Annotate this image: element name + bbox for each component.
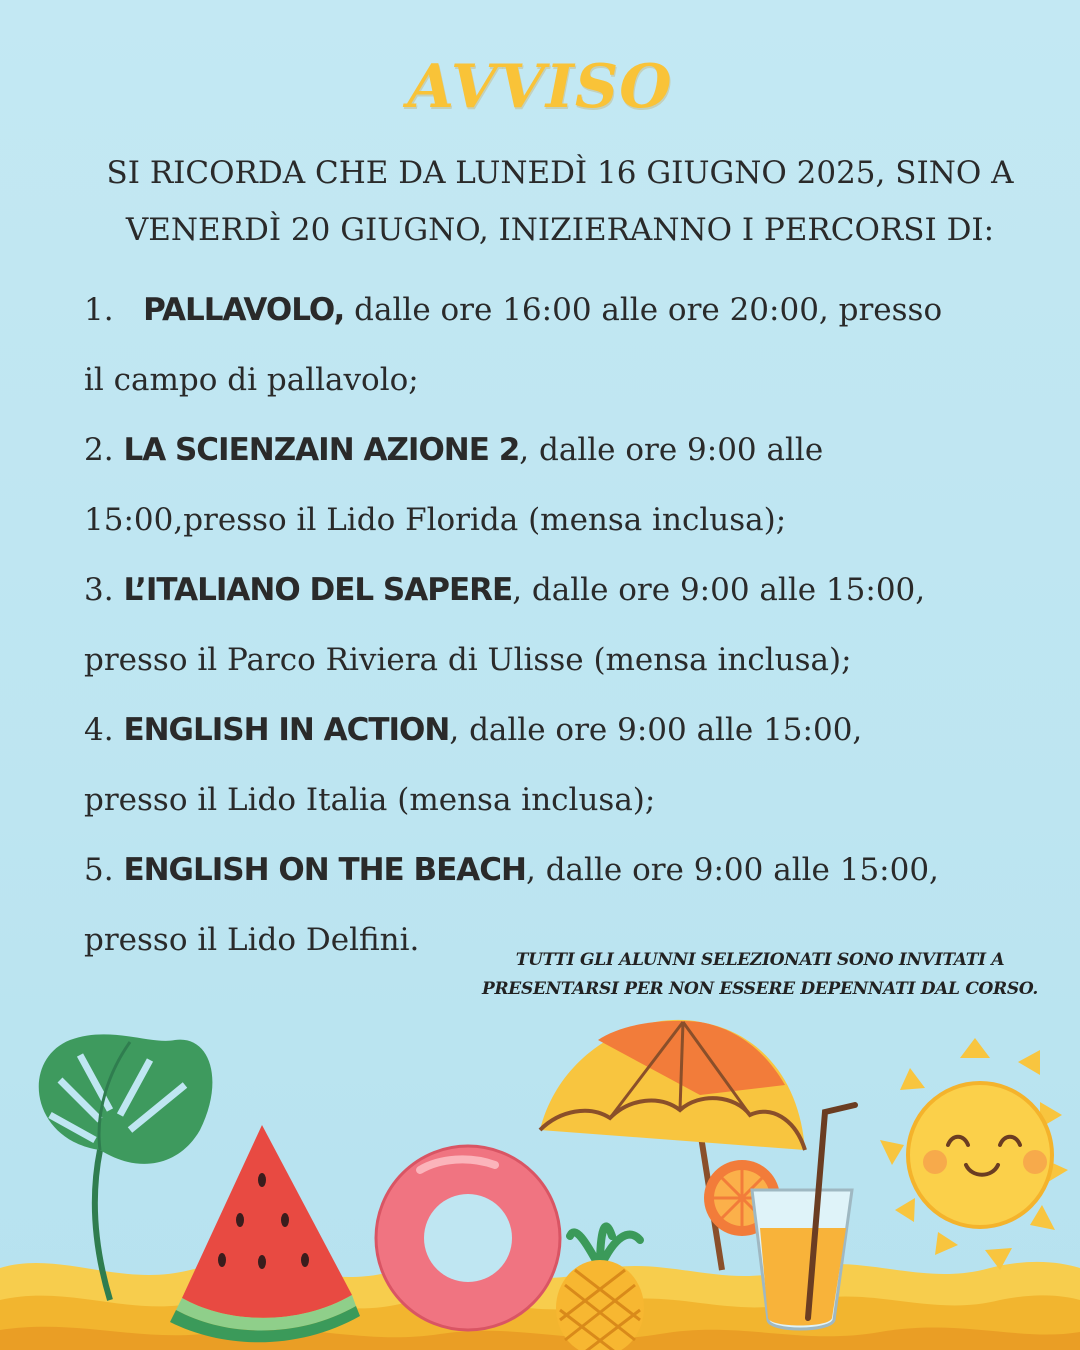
course-name: ENGLISH IN ACTION <box>123 712 450 748</box>
list-number: 3. <box>84 572 114 608</box>
intro-line-1: SI RICORDA CHE DA LUNEDÌ 16 GIUGNO 2025, SINO A <box>106 155 1014 191</box>
list-number: 1. <box>84 292 114 328</box>
course-details-line: 15:00,presso il Lido Florida (mensa inclusa); <box>84 502 787 538</box>
course-details-line: presso il Lido Italia (mensa inclusa); <box>84 782 656 818</box>
course-details-line: presso il Lido Delfini. <box>84 922 420 958</box>
intro-line-2: VENERDÌ 20 GIUGNO, INIZIERANNO I PERCORSI DI: <box>125 212 995 248</box>
pineapple-icon <box>556 1226 644 1350</box>
note-line-2: PRESENTARSI PER NON ESSERE DEPENNATI DAL CORSO. <box>482 979 1038 999</box>
course-name: ENGLISH ON THE BEACH <box>123 852 526 888</box>
course-name: PALLAVOLO, <box>143 292 345 328</box>
smiling-sun-icon <box>880 1038 1068 1270</box>
watermelon-icon <box>170 1125 360 1342</box>
course-name: L’ITALIANO DEL SAPERE <box>123 572 513 608</box>
course-details-line: presso il Parco Riviera di Ulisse (mensa inclusa); <box>84 642 852 678</box>
course-details: dalle ore 16:00 alle ore 20:00, presso <box>344 292 943 328</box>
page-title: AVVISO <box>407 52 673 122</box>
course-name: LA SCIENZAIN AZIONE 2 <box>123 432 520 468</box>
list-number: 4. <box>84 712 114 748</box>
monstera-leaf-icon <box>39 1034 213 1300</box>
course-details-line: il campo di pallavolo; <box>84 362 419 398</box>
course-details: , dalle ore 9:00 alle 15:00, <box>512 572 926 608</box>
note-line-1: TUTTI GLI ALUNNI SELEZIONATI SONO INVITATI A <box>515 950 1005 970</box>
course-details: , dalle ore 9:00 alle <box>519 432 824 468</box>
course-details: , dalle ore 9:00 alle 15:00, <box>449 712 863 748</box>
course-details: , dalle ore 9:00 alle 15:00, <box>526 852 939 888</box>
list-number: 5. <box>84 852 114 888</box>
list-number: 2. <box>84 432 114 468</box>
swim-ring-icon <box>376 1146 560 1330</box>
